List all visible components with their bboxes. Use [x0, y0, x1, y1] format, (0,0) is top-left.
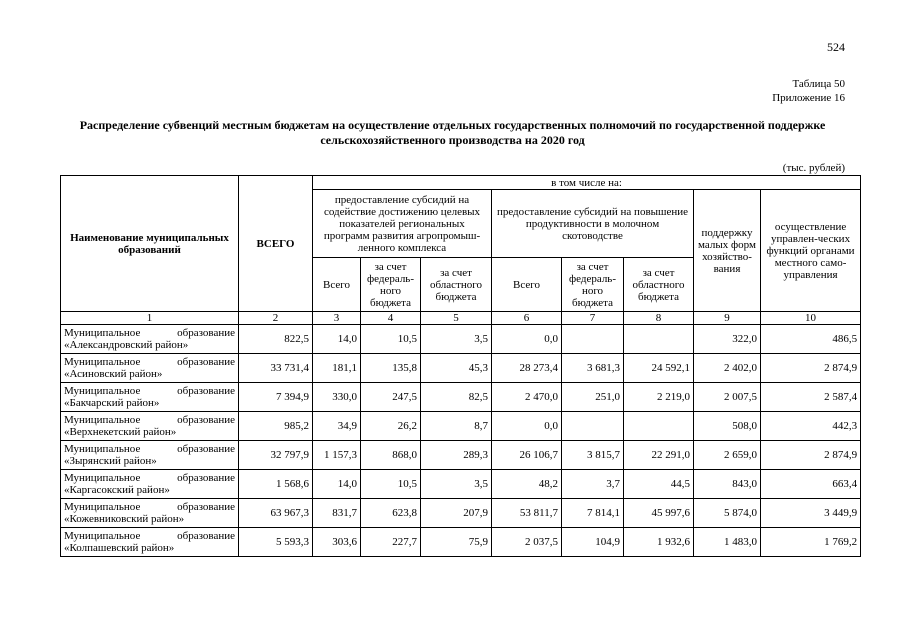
municipality-kind: образование	[177, 414, 235, 426]
value-cell-c8	[624, 325, 694, 354]
value-cell-c4: 10,5	[361, 470, 421, 499]
value-cell-c6: 0,0	[492, 325, 562, 354]
value-cell-c5: 207,9	[421, 499, 492, 528]
municipality-district: «Верхнекетский район»	[64, 426, 177, 438]
value-cell-c4: 10,5	[361, 325, 421, 354]
value-cell-c8: 2 219,0	[624, 383, 694, 412]
value-cell-c10: 663,4	[761, 470, 861, 499]
municipality-kind: образование	[177, 472, 235, 484]
value-cell-c9: 2 659,0	[694, 441, 761, 470]
table-row	[61, 470, 861, 499]
municipality-name	[61, 325, 239, 354]
header-dairy-federal: за счет федераль-ного бюджета	[562, 258, 624, 312]
value-cell-c6: 2 037,5	[492, 528, 562, 557]
value-cell-c2: 7 394,9	[239, 383, 313, 412]
value-cell-c7	[562, 412, 624, 441]
value-cell-c9: 2 007,5	[694, 383, 761, 412]
municipality-district: «Кожевниковский район»	[64, 513, 185, 525]
value-cell-c4: 623,8	[361, 499, 421, 528]
municipality-type: Муниципальное	[64, 443, 141, 455]
value-cell-c4: 247,5	[361, 383, 421, 412]
municipality-district: «Бакчарский район»	[64, 397, 160, 409]
value-cell-c8: 22 291,0	[624, 441, 694, 470]
value-cell-c3: 831,7	[313, 499, 361, 528]
value-cell-c3: 14,0	[313, 325, 361, 354]
value-cell-c7: 251,0	[562, 383, 624, 412]
column-number: 7	[562, 312, 624, 325]
municipality-type: Муниципальное	[64, 356, 141, 368]
municipality-name	[61, 383, 239, 412]
value-cell-c6: 26 106,7	[492, 441, 562, 470]
municipality-type: Муниципальное	[64, 530, 141, 542]
column-number: 3	[313, 312, 361, 325]
value-cell-c3: 34,9	[313, 412, 361, 441]
value-cell-c10: 2 587,4	[761, 383, 861, 412]
municipality-district: «Александровский район»	[64, 339, 189, 351]
value-cell-c2: 63 967,3	[239, 499, 313, 528]
column-number: 2	[239, 312, 313, 325]
header-dairy-regional: за счет областного бюджета	[624, 258, 694, 312]
municipality-name	[61, 354, 239, 383]
value-cell-c4: 227,7	[361, 528, 421, 557]
value-cell-c4: 868,0	[361, 441, 421, 470]
municipality-kind: образование	[177, 385, 235, 397]
appendix-label: Приложение 16	[772, 92, 845, 104]
column-number: 9	[694, 312, 761, 325]
value-cell-c10: 486,5	[761, 325, 861, 354]
header-name: Наименование муниципальных образований	[61, 176, 239, 312]
value-cell-c10: 3 449,9	[761, 499, 861, 528]
value-cell-c8: 1 932,6	[624, 528, 694, 557]
value-cell-c4: 135,8	[361, 354, 421, 383]
value-cell-c7: 7 814,1	[562, 499, 624, 528]
value-cell-c10: 442,3	[761, 412, 861, 441]
municipality-name	[61, 528, 239, 557]
document-title: Распределение субвенций местным бюджетам на осуществление отдельных государственных полномочий по государственной поддержке сельскохозяйственного производства на 2020 год	[79, 118, 826, 147]
municipality-name	[61, 441, 239, 470]
municipality-type: Муниципальное	[64, 414, 141, 426]
column-number: 8	[624, 312, 694, 325]
value-cell-c8: 45 997,6	[624, 499, 694, 528]
header-dairy-total: Всего	[492, 258, 562, 312]
value-cell-c7	[562, 325, 624, 354]
value-cell-c3: 181,1	[313, 354, 361, 383]
header-agro-total: Всего	[313, 258, 361, 312]
value-cell-c8: 24 592,1	[624, 354, 694, 383]
value-cell-c6: 2 470,0	[492, 383, 562, 412]
value-cell-c6: 28 273,4	[492, 354, 562, 383]
value-cell-c8: 44,5	[624, 470, 694, 499]
table-reference	[772, 77, 845, 105]
table-row	[61, 441, 861, 470]
table-row	[61, 528, 861, 557]
value-cell-c7: 3 815,7	[562, 441, 624, 470]
value-cell-c5: 3,5	[421, 325, 492, 354]
value-cell-c8	[624, 412, 694, 441]
header-total: ВСЕГО	[239, 176, 313, 312]
value-cell-c5: 82,5	[421, 383, 492, 412]
value-cell-c6: 0,0	[492, 412, 562, 441]
municipality-type: Муниципальное	[64, 501, 141, 513]
value-cell-c9: 508,0	[694, 412, 761, 441]
municipality-type: Муниципальное	[64, 327, 141, 339]
units-label: (тыс. рублей)	[782, 162, 845, 174]
value-cell-c9: 322,0	[694, 325, 761, 354]
table-row	[61, 325, 861, 354]
value-cell-c2: 33 731,4	[239, 354, 313, 383]
value-cell-c2: 822,5	[239, 325, 313, 354]
header-agro-federal: за счет федераль-ного бюджета	[361, 258, 421, 312]
value-cell-c10: 2 874,9	[761, 354, 861, 383]
value-cell-c6: 53 811,7	[492, 499, 562, 528]
header-small-forms: поддержку малых форм хозяйство-вания	[694, 190, 761, 312]
value-cell-c2: 1 568,6	[239, 470, 313, 499]
value-cell-c5: 8,7	[421, 412, 492, 441]
table-row	[61, 499, 861, 528]
value-cell-c6: 48,2	[492, 470, 562, 499]
value-cell-c3: 303,6	[313, 528, 361, 557]
column-number: 10	[761, 312, 861, 325]
header-group-agro: предоставление субсидий на содействие достижению целевых показателей региональных программ развития агропромыш-ленного комплекса	[313, 190, 492, 258]
table-label: Таблица 50	[792, 78, 845, 90]
value-cell-c3: 1 157,3	[313, 441, 361, 470]
municipality-kind: образование	[177, 530, 235, 542]
value-cell-c2: 32 797,9	[239, 441, 313, 470]
value-cell-c2: 985,2	[239, 412, 313, 441]
value-cell-c9: 1 483,0	[694, 528, 761, 557]
value-cell-c9: 843,0	[694, 470, 761, 499]
header-including: в том числе на:	[313, 176, 861, 190]
table-row	[61, 412, 861, 441]
column-number: 1	[61, 312, 239, 325]
municipality-name	[61, 412, 239, 441]
municipality-kind: образование	[177, 356, 235, 368]
column-number: 6	[492, 312, 562, 325]
table-row	[61, 354, 861, 383]
value-cell-c5: 45,3	[421, 354, 492, 383]
value-cell-c7: 104,9	[562, 528, 624, 557]
municipality-type: Муниципальное	[64, 472, 141, 484]
value-cell-c10: 2 874,9	[761, 441, 861, 470]
value-cell-c9: 2 402,0	[694, 354, 761, 383]
value-cell-c5: 3,5	[421, 470, 492, 499]
value-cell-c5: 75,9	[421, 528, 492, 557]
header-group-dairy: предоставление субсидий на повышение продуктивности в молочном скотоводстве	[492, 190, 694, 258]
municipality-district: «Зырянский район»	[64, 455, 157, 467]
municipality-kind: образование	[177, 443, 235, 455]
municipality-district: «Каргасокский район»	[64, 484, 170, 496]
municipality-kind: образование	[177, 327, 235, 339]
municipality-district: «Асиновский район»	[64, 368, 163, 380]
municipality-name	[61, 499, 239, 528]
value-cell-c3: 330,0	[313, 383, 361, 412]
header-management: осуществление управлен-ческих функций органами местного само-управления	[761, 190, 861, 312]
value-cell-c3: 14,0	[313, 470, 361, 499]
table-row	[61, 383, 861, 412]
column-number: 4	[361, 312, 421, 325]
value-cell-c10: 1 769,2	[761, 528, 861, 557]
value-cell-c5: 289,3	[421, 441, 492, 470]
column-number: 5	[421, 312, 492, 325]
value-cell-c2: 5 593,3	[239, 528, 313, 557]
header-agro-regional: за счет областного бюджета	[421, 258, 492, 312]
page-number: 524	[827, 40, 845, 54]
value-cell-c7: 3 681,3	[562, 354, 624, 383]
municipality-type: Муниципальное	[64, 385, 141, 397]
value-cell-c9: 5 874,0	[694, 499, 761, 528]
value-cell-c4: 26,2	[361, 412, 421, 441]
municipality-kind: образование	[177, 501, 235, 513]
municipality-district: «Колпашевский район»	[64, 542, 175, 554]
subventions-table	[60, 175, 861, 557]
value-cell-c7: 3,7	[562, 470, 624, 499]
municipality-name	[61, 470, 239, 499]
